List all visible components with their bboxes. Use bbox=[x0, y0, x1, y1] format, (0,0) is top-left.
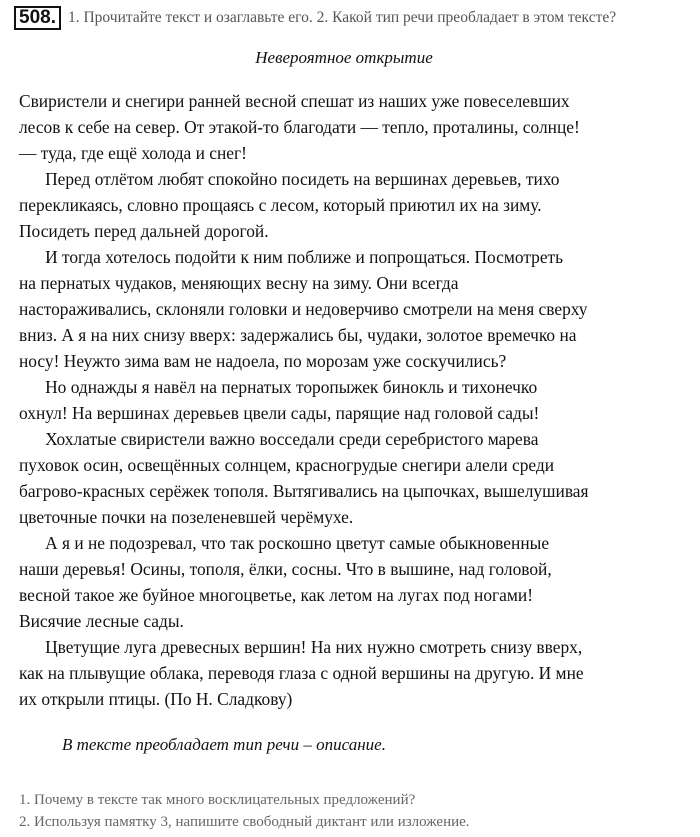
question-2: 2. Используя памятку 3, напишите свободный диктант или изложение. bbox=[19, 814, 470, 830]
text-line: Хохлатые свиристели важно восседали среди серебристого марева bbox=[19, 429, 539, 449]
question-1: 1. Почему в тексте так много восклицательных предложений? bbox=[19, 792, 416, 808]
exercise-header bbox=[14, 6, 692, 30]
text-line: их открыли птицы. (По Н. Сладкову) bbox=[19, 689, 293, 709]
main-text bbox=[19, 88, 685, 712]
exercise-task: 1. Прочитайте текст и озаглавьте его. 2. Какой тип речи преобладает в этом тексте? bbox=[67, 9, 617, 26]
text-line: пуховок осин, освещённых солнцем, красногрудые снегири алели среди bbox=[19, 455, 555, 475]
text-title: Невероятное открытие bbox=[255, 48, 433, 67]
text-line: наши деревья! Осины, тополя, ёлки, сосны. Что в вышине, над головой, bbox=[19, 559, 552, 579]
text-line: на пернатых чудаков, меняющих весну на зиму. Они всегда bbox=[19, 273, 459, 293]
text-line: охнул! На вершинах деревьев цвели сады, парящие над головой сады! bbox=[19, 403, 540, 423]
questions bbox=[19, 789, 470, 833]
text-line: — туда, где ещё холода и снег! bbox=[19, 143, 247, 163]
text-line: Перед отлётом любят спокойно посидеть на вершинах деревьев, тихо bbox=[19, 169, 560, 189]
text-line: лесов к себе на север. От этакой-то благодати — тепло, проталины, солнце! bbox=[19, 117, 580, 137]
exercise-number: 508. bbox=[14, 6, 61, 30]
conclusion: В тексте преобладает тип речи – описание. bbox=[62, 735, 386, 754]
text-line: Свиристели и снегири ранней весной спешат из наших уже повеселевших bbox=[19, 91, 570, 111]
text-line: И тогда хотелось подойти к ним поближе и попрощаться. Посмотреть bbox=[19, 247, 564, 267]
text-line: носу! Неужто зима вам не надоела, по морозам уже соскучились? bbox=[19, 351, 507, 371]
text-line: Висячие лесные сады. bbox=[19, 611, 184, 631]
text-line: багрово-красных серёжек тополя. Вытягивались на цыпочках, вышелушивая bbox=[19, 481, 589, 501]
text-line: как на плывущие облака, переводя глаза с одной вершины на другую. И мне bbox=[19, 663, 584, 683]
text-line: настораживались, склоняли головки и недоверчиво смотрели на меня сверху bbox=[19, 299, 588, 319]
text-line: Цветущие луга древесных вершин! На них нужно смотреть снизу вверх, bbox=[19, 637, 583, 657]
text-line: цветочные почки на позеленевшей черёмухе. bbox=[19, 507, 354, 527]
text-line: А я и не подозревал, что так роскошно цветут самые обыкновенные bbox=[19, 533, 550, 553]
text-line: Но однажды я навёл на пернатых торопыжек бинокль и тихонечко bbox=[19, 377, 538, 397]
text-line: Посидеть перед дальней дорогой. bbox=[19, 221, 269, 241]
text-line: вниз. А я на них снизу вверх: задержались бы, чудаки, золотое времечко на bbox=[19, 325, 577, 345]
text-line: весной такое же буйное многоцветье, как летом на лугах под ногами! bbox=[19, 585, 533, 605]
text-line: перекликаясь, словно прощаясь с лесом, который приютил их на зиму. bbox=[19, 195, 542, 215]
